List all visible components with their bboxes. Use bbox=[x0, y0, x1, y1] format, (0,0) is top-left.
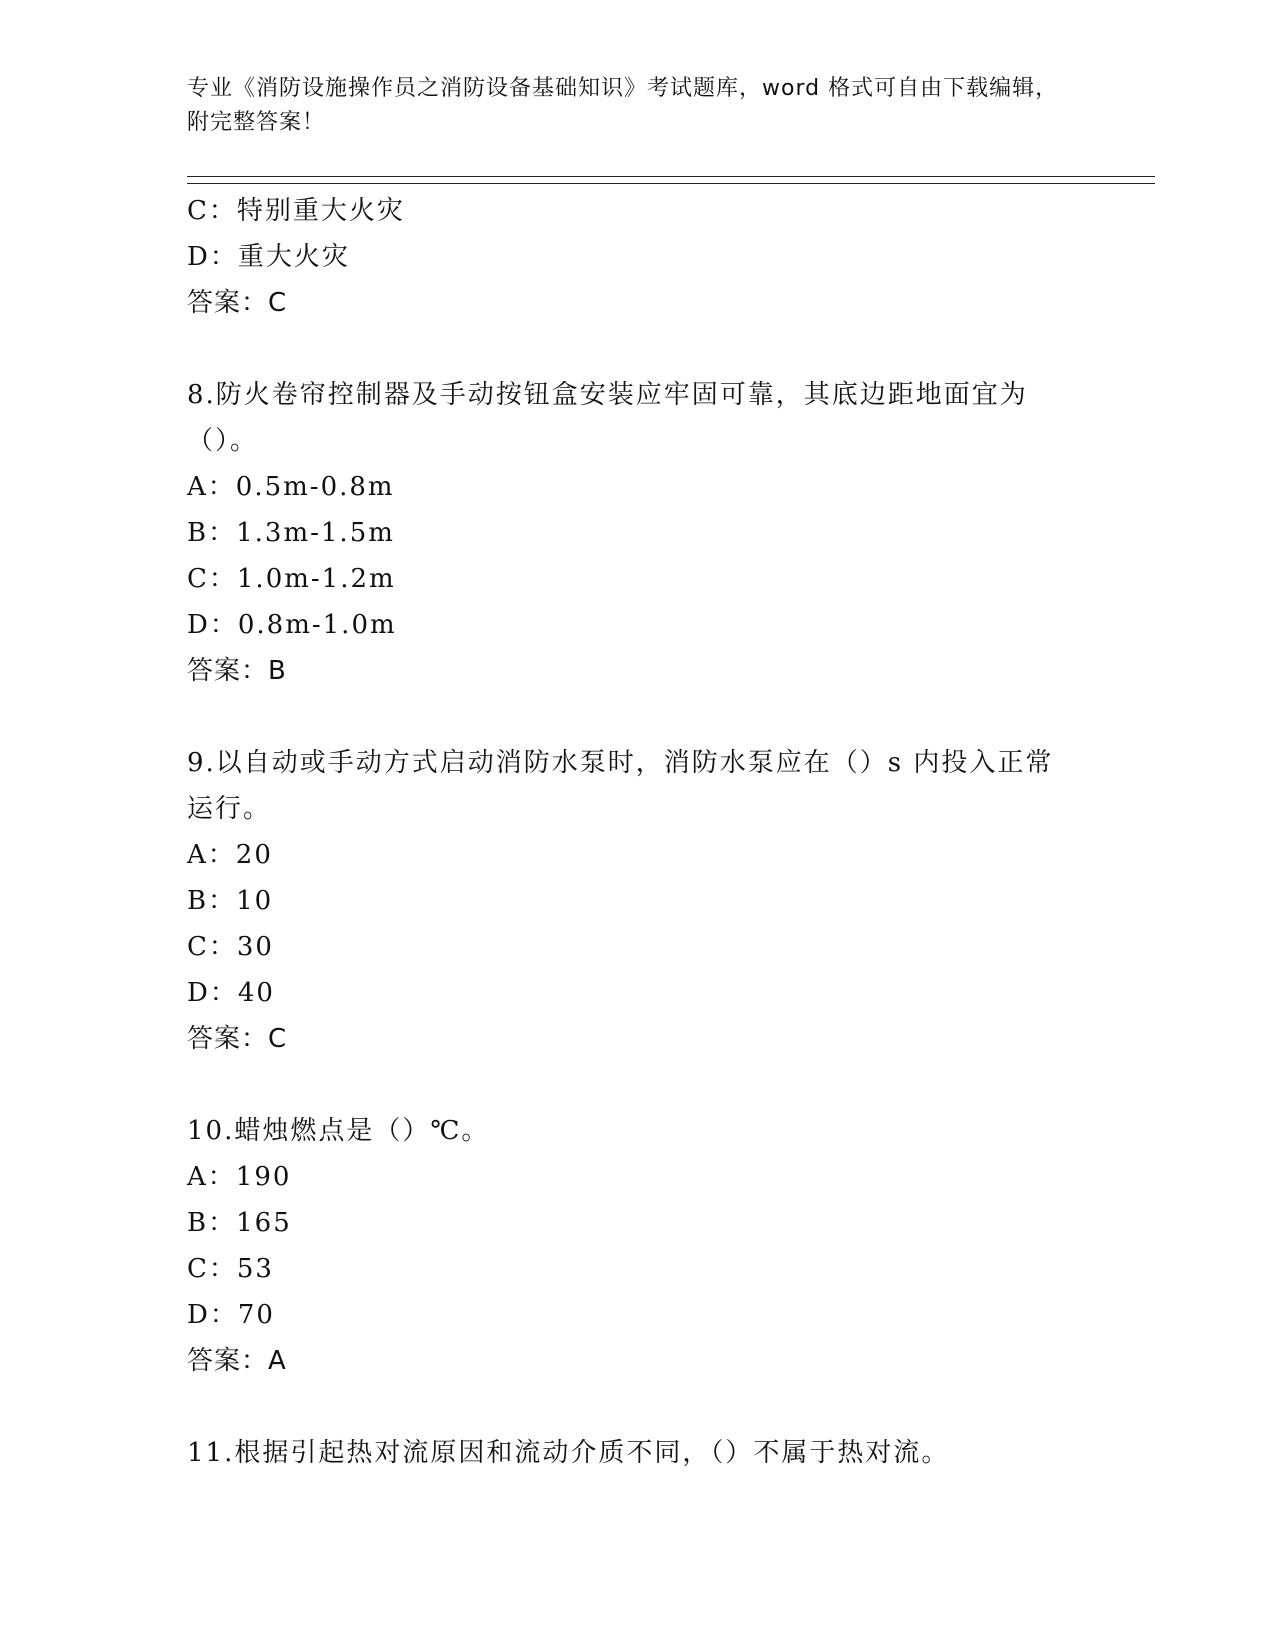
option-d: D：70 bbox=[187, 1300, 275, 1330]
option-b: B：165 bbox=[187, 1208, 292, 1238]
question-stem: 8.防火卷帘控制器及手动按钮盒安装应牢固可靠，其底边距地面宜为 bbox=[187, 380, 1028, 410]
option-a: A：0.5m-0.8m bbox=[187, 472, 395, 502]
header-divider-top bbox=[187, 176, 1155, 177]
option-d: D：40 bbox=[187, 978, 275, 1008]
answer-line: 答案：C bbox=[187, 288, 288, 318]
question-stem-continued: 运行。 bbox=[187, 794, 272, 824]
answer-line: 答案：B bbox=[187, 656, 287, 686]
page-header: 专业《消防设施操作员之消防设备基础知识》考试题库，word 格式可自由下载编辑，附完整答案！ bbox=[187, 76, 1059, 135]
spacer bbox=[187, 694, 1087, 740]
option-c: C：30 bbox=[187, 932, 274, 962]
option-c: C：53 bbox=[187, 1254, 274, 1284]
option-a: A：190 bbox=[187, 1162, 292, 1192]
option-d: D：0.8m-1.0m bbox=[187, 610, 397, 640]
question-stem-continued: （）。 bbox=[187, 426, 259, 456]
option-d: D：重大火灾 bbox=[187, 242, 350, 272]
option-c: C：1.0m-1.2m bbox=[187, 564, 396, 594]
option-b: B：1.3m-1.5m bbox=[187, 518, 395, 548]
answer-line: 答案：C bbox=[187, 1024, 288, 1054]
spacer bbox=[187, 1384, 1087, 1430]
option-b: B：10 bbox=[187, 886, 274, 916]
option-a: A：20 bbox=[187, 840, 273, 870]
answer-line: 答案：A bbox=[187, 1346, 287, 1376]
question-stem: 11.根据引起热对流原因和流动介质不同，（）不属于热对流。 bbox=[187, 1438, 950, 1468]
question-stem: 10.蜡烛燃点是（）℃。 bbox=[187, 1116, 490, 1146]
spacer bbox=[187, 1062, 1087, 1108]
header-divider-bottom bbox=[187, 183, 1155, 184]
question-stem: 9.以自动或手动方式启动消防水泵时，消防水泵应在（）s 内投入正常 bbox=[187, 748, 1054, 778]
spacer bbox=[187, 326, 1087, 372]
option-c: C：特别重大火灾 bbox=[187, 196, 405, 226]
question-content bbox=[187, 188, 1087, 1476]
